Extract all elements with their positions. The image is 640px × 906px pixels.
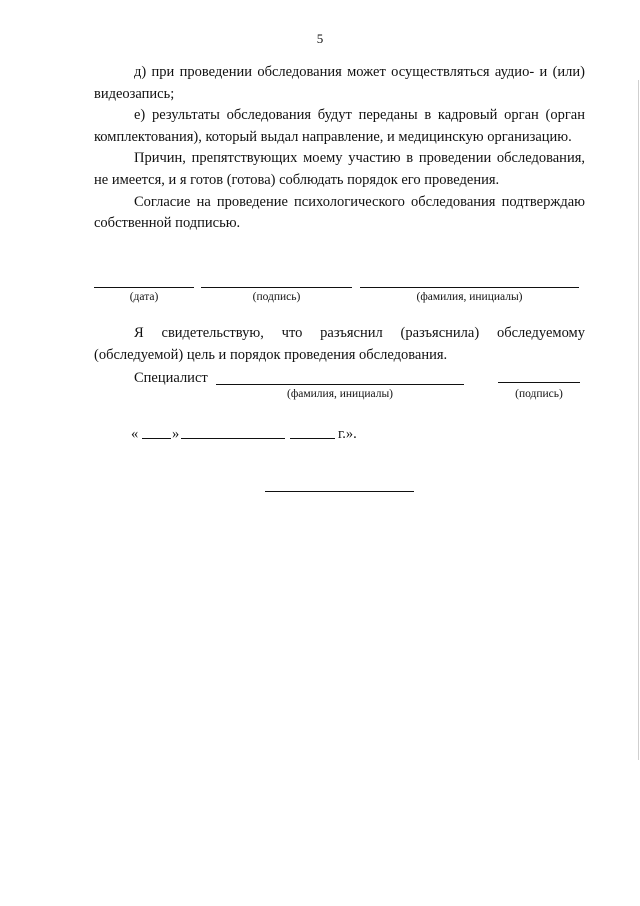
end-divider — [265, 491, 414, 492]
paragraph-consent: Согласие на проведение психологического обследования подтверждаю собственной подписью. — [94, 193, 585, 232]
year-line — [290, 438, 335, 439]
signature-caption: (подпись) — [252, 291, 301, 303]
specialist-name-line — [216, 384, 464, 385]
page-number: 5 — [316, 31, 324, 46]
month-line — [181, 438, 285, 439]
paragraph-results-transfer: е) результаты обследования будут переданы в кадровый орган (орган комплектования), который выдал направление, и медицинскую организацию. — [94, 107, 585, 145]
specialist-signature-caption: (подпись) — [515, 388, 563, 400]
name-caption: (фамилия, инициалы) — [416, 291, 523, 303]
year-suffix: г.». — [338, 426, 357, 442]
paragraph-no-obstacles: Причин, препятствующих моему участию в проведении обследования, не имеется, и я готов (готова) соблюдать порядок его проведения. — [94, 150, 585, 188]
consent-text — [94, 62, 585, 235]
close-quote: » — [172, 426, 180, 442]
paragraph-audio-video: д) при проведении обследования может осуществляться аудио- и (или) видеозапись; — [94, 64, 585, 102]
scan-edge-line — [638, 80, 639, 760]
specialist-signature-line — [498, 382, 580, 383]
specialist-label: Специалист — [134, 370, 208, 386]
specialist-name-caption: (фамилия, инициалы) — [286, 388, 394, 400]
date-caption: (дата) — [129, 291, 159, 303]
specialist-text — [94, 323, 585, 366]
date-line — [94, 287, 194, 288]
open-quote: « — [131, 426, 139, 442]
name-line — [360, 287, 579, 288]
signature-line — [201, 287, 352, 288]
day-line — [142, 438, 171, 439]
paragraph-specialist: Я свидетельствую, что разъяснил (разъяснила) обследуемому (обследуемой) цель и порядок проведения обследования. — [94, 325, 585, 363]
